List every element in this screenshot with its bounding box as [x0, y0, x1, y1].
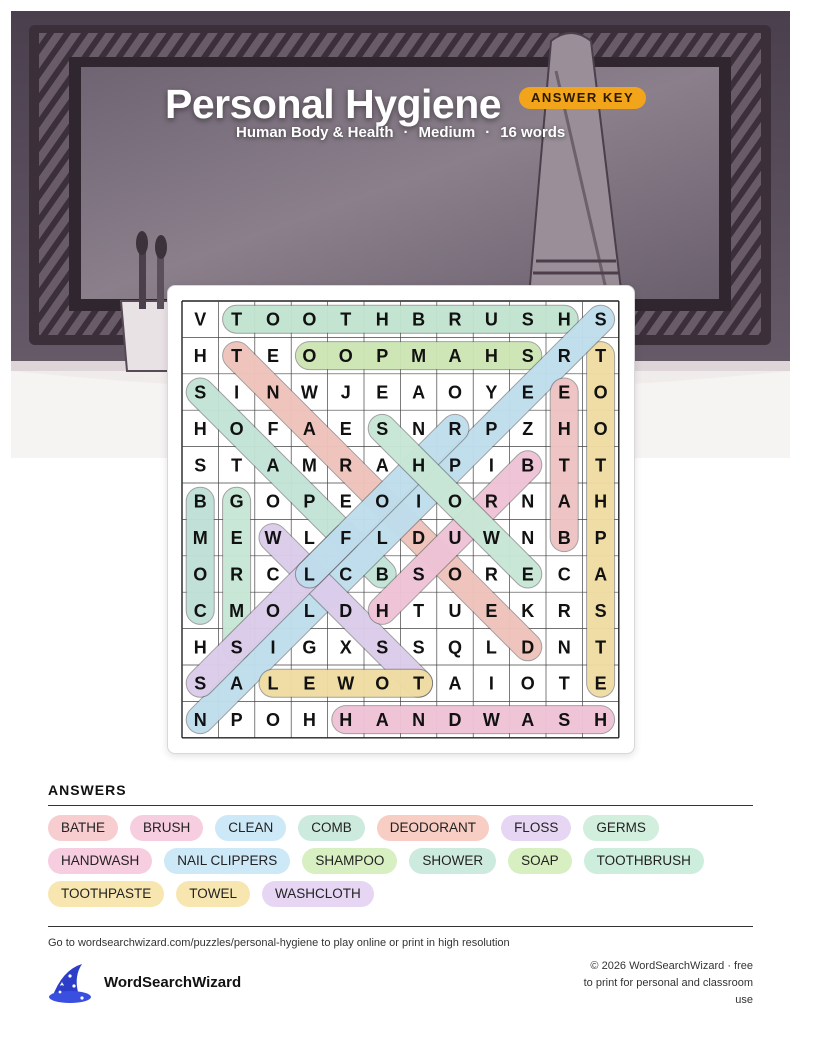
grid-letter: K: [521, 600, 535, 621]
grid-letter: O: [265, 491, 281, 512]
grid-letter: S: [194, 382, 207, 403]
grid-letter: G: [229, 491, 244, 512]
grid-letter: I: [234, 382, 240, 403]
grid-letter: L: [485, 637, 497, 658]
grid-letter: A: [448, 346, 462, 367]
grid-letter: I: [270, 637, 276, 658]
answers-heading: ANSWERS: [48, 782, 127, 798]
answer-chip: HANDWASH: [48, 848, 152, 874]
grid-letter: L: [376, 528, 388, 549]
grid-letter: A: [375, 455, 389, 476]
meta-separator: ·: [485, 124, 491, 141]
grid-letter: A: [448, 673, 462, 694]
grid-letter: R: [339, 455, 353, 476]
grid-letter: S: [558, 710, 571, 731]
grid-letter: X: [339, 637, 352, 658]
grid-letter: O: [338, 346, 353, 367]
grid-letter: O: [193, 564, 208, 585]
grid-letter: H: [339, 710, 353, 731]
grid-letter: T: [413, 600, 425, 621]
grid-letter: O: [375, 673, 390, 694]
grid-letter: M: [411, 346, 427, 367]
grid-letter: O: [593, 382, 608, 403]
grid-letter: E: [376, 382, 389, 403]
grid-letter: S: [376, 637, 389, 658]
grid-letter: W: [264, 528, 282, 549]
footer-divider: [48, 926, 753, 927]
answer-chip: TOOTHPASTE: [48, 881, 164, 907]
answer-chip: WASHCLOTH: [262, 881, 374, 907]
grid-letter: T: [340, 309, 352, 330]
grid-letter: T: [595, 455, 607, 476]
grid-letter: M: [229, 600, 245, 621]
grid-letter: T: [595, 346, 607, 367]
answer-chip: DEODORANT: [377, 815, 489, 841]
grid-letter: H: [375, 600, 389, 621]
grid-letter: C: [339, 564, 353, 585]
word-count-label: 16 words: [500, 124, 566, 141]
grid-letter: S: [521, 346, 534, 367]
grid-letter: S: [594, 600, 607, 621]
answer-chip: SHOWER: [409, 848, 496, 874]
grid-letter: T: [595, 637, 607, 658]
category-label: Human Body & Health: [236, 124, 394, 141]
grid-letter: H: [375, 309, 389, 330]
grid-letter: A: [230, 673, 244, 694]
grid-letter: B: [412, 309, 426, 330]
grid-letter: O: [447, 491, 463, 512]
answer-chip: SOAP: [508, 848, 572, 874]
answers-divider: [48, 805, 753, 806]
grid-letter: F: [340, 528, 352, 549]
grid-letter: D: [339, 600, 353, 621]
grid-letter: P: [230, 710, 243, 731]
grid-letter: S: [594, 309, 607, 330]
grid-letter: W: [482, 710, 500, 731]
grid-letter: H: [594, 710, 608, 731]
grid-letter: C: [266, 564, 280, 585]
grid-letter: N: [193, 710, 207, 731]
grid-letter: M: [301, 455, 317, 476]
grid-letter: R: [484, 564, 498, 585]
grid-letter: T: [231, 309, 243, 330]
grid-letter: R: [448, 418, 462, 439]
grid-letter: S: [230, 637, 243, 658]
answer-chip: SHAMPOO: [302, 848, 397, 874]
grid-letter: Y: [485, 382, 498, 403]
grid-letter: R: [484, 491, 498, 512]
grid-letter: D: [448, 710, 462, 731]
grid-letter: E: [485, 600, 498, 621]
grid-letter: E: [594, 673, 607, 694]
grid-letter: I: [488, 455, 494, 476]
grid-letter: I: [488, 673, 494, 694]
answer-chip: BATHE: [48, 815, 118, 841]
puzzle-meta: [236, 124, 565, 141]
answer-chip: COMB: [298, 815, 365, 841]
grid-letter: O: [447, 382, 463, 403]
copyright-text: © 2026 WordSearchWizard · free to print for personal and classroom use: [583, 960, 753, 1006]
page-title: Personal Hygiene: [165, 81, 502, 127]
grid-letter: O: [302, 309, 317, 330]
grid-letter: O: [593, 418, 608, 439]
grid-letter: L: [267, 673, 279, 694]
grid-letter: T: [558, 673, 570, 694]
wizard-hat-icon: [48, 962, 94, 1004]
grid-letter: Z: [522, 418, 534, 439]
grid-letter: U: [448, 600, 462, 621]
grid-letter: I: [416, 491, 422, 512]
grid-letter: W: [337, 673, 355, 694]
grid-letter: P: [376, 346, 389, 367]
grid-letter: E: [339, 418, 352, 439]
answer-chip: BRUSH: [130, 815, 203, 841]
grid-letter: O: [375, 491, 390, 512]
answer-chip: NAIL CLIPPERS: [164, 848, 290, 874]
grid-letter: P: [448, 455, 462, 476]
grid-letter: D: [521, 637, 535, 658]
grid-letter: T: [558, 455, 570, 476]
grid-letter: W: [300, 382, 318, 403]
grid-letter: P: [303, 491, 316, 512]
grid-letter: O: [520, 673, 535, 694]
grid-letter: S: [376, 418, 389, 439]
grid-letter: R: [557, 346, 571, 367]
grid-letter: V: [194, 309, 207, 330]
grid-letter: B: [193, 491, 207, 512]
grid-letter: A: [266, 455, 280, 476]
grid-letter: N: [266, 382, 280, 403]
grid-letter: T: [231, 455, 243, 476]
grid-letter: A: [302, 418, 316, 439]
grid-letter: E: [558, 382, 571, 403]
grid-letter: T: [413, 673, 425, 694]
grid-letter: A: [521, 710, 535, 731]
grid-letter: A: [557, 491, 571, 512]
brand-name: WordSearchWizard: [104, 974, 242, 991]
grid-letter: P: [594, 528, 607, 549]
grid-letter: O: [265, 600, 281, 621]
answer-chip: TOWEL: [176, 881, 250, 907]
answer-chip: CLEAN: [215, 815, 286, 841]
grid-letter: H: [193, 418, 207, 439]
grid-letter: A: [594, 564, 608, 585]
word-search-grid: [168, 286, 634, 753]
grid-letter: E: [230, 528, 243, 549]
difficulty-label: Medium: [418, 124, 476, 141]
grid-letter: Q: [447, 637, 463, 658]
grid-letter: D: [412, 528, 426, 549]
grid-letter: H: [193, 637, 207, 658]
grid-letter: C: [193, 600, 207, 621]
grid-letter: G: [302, 637, 317, 658]
grid-letter: B: [557, 528, 571, 549]
grid-letter: N: [412, 710, 426, 731]
grid-letter: U: [484, 309, 498, 330]
grid-letter: A: [412, 382, 426, 403]
grid-letter: S: [194, 673, 207, 694]
grid-letter: O: [447, 564, 463, 585]
grid-letter: S: [521, 309, 534, 330]
puzzle-card: [167, 285, 635, 754]
meta-separator: ·: [403, 124, 409, 141]
grid-letter: H: [412, 455, 426, 476]
answers-list: [48, 815, 768, 907]
grid-letter: E: [303, 673, 316, 694]
grid-letter: E: [339, 491, 352, 512]
grid-letter: B: [375, 564, 389, 585]
answer-chip: TOOTHBRUSH: [584, 848, 704, 874]
grid-letter: H: [594, 491, 608, 512]
grid-letter: E: [521, 564, 534, 585]
grid-letter: C: [557, 564, 571, 585]
grid-letter: N: [557, 637, 571, 658]
answer-chip: FLOSS: [501, 815, 571, 841]
grid-letter: H: [302, 710, 316, 731]
grid-letter: F: [267, 418, 279, 439]
grid-letter: O: [229, 418, 244, 439]
grid-letter: R: [230, 564, 244, 585]
grid-letter: W: [482, 528, 500, 549]
grid-letter: S: [412, 564, 425, 585]
grid-letter: O: [302, 346, 317, 367]
grid-letter: S: [412, 637, 425, 658]
grid-letter: H: [557, 418, 571, 439]
footer-note: Go to wordsearchwizard.com/puzzles/personal-hygiene to play online or print in high resolution: [48, 937, 510, 949]
grid-letter: R: [448, 309, 462, 330]
grid-letter: S: [194, 455, 207, 476]
grid-letter: L: [303, 564, 315, 585]
grid-letter: H: [484, 346, 498, 367]
grid-letter: J: [340, 382, 351, 403]
grid-letter: N: [521, 491, 535, 512]
grid-letter: H: [193, 346, 207, 367]
grid-letter: L: [303, 528, 315, 549]
answer-key-badge: ANSWER KEY: [519, 87, 646, 109]
grid-letter: N: [412, 418, 426, 439]
grid-letter: P: [485, 418, 498, 439]
grid-letter: T: [231, 346, 243, 367]
grid-letter: B: [521, 455, 535, 476]
grid-letter: H: [557, 309, 571, 330]
grid-letter: R: [557, 600, 571, 621]
answer-chip: GERMS: [583, 815, 659, 841]
grid-letter: E: [266, 346, 280, 367]
grid-letter: E: [521, 382, 534, 403]
grid-letter: U: [448, 528, 462, 549]
grid-letter: O: [265, 309, 281, 330]
grid-letter: O: [265, 710, 281, 731]
grid-letter: M: [192, 528, 208, 549]
grid-letter: A: [375, 710, 389, 731]
grid-letter: L: [303, 600, 315, 621]
grid-letter: N: [521, 528, 535, 549]
